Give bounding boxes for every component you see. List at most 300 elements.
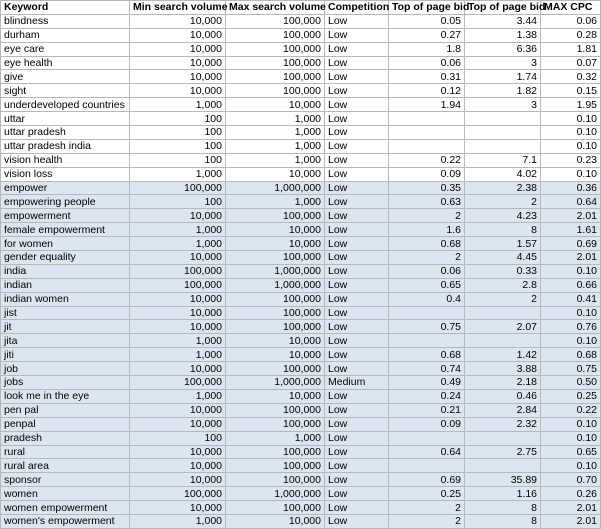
table-row bbox=[1, 112, 601, 126]
table-row bbox=[1, 167, 601, 181]
table-row bbox=[1, 278, 601, 292]
min-volume-cell[interactable]: 1,000 bbox=[130, 348, 226, 362]
max-cpc-cell[interactable]: 0.69 bbox=[541, 237, 601, 251]
bid-high-cell[interactable] bbox=[465, 431, 541, 445]
min-volume-cell[interactable]: 10,000 bbox=[130, 209, 226, 223]
max-volume-cell[interactable]: 1,000 bbox=[226, 153, 325, 167]
competition-cell[interactable]: Low bbox=[325, 473, 389, 487]
competition-cell[interactable]: Low bbox=[325, 431, 389, 445]
table-row bbox=[1, 264, 601, 278]
max-volume-cell[interactable]: 100,000 bbox=[226, 209, 325, 223]
min-volume-cell[interactable]: 10,000 bbox=[130, 320, 226, 334]
max-cpc-cell[interactable]: 0.15 bbox=[541, 84, 601, 98]
bid-low-cell[interactable]: 0.06 bbox=[389, 56, 465, 70]
competition-cell[interactable]: Low bbox=[325, 320, 389, 334]
table-row bbox=[1, 14, 601, 28]
competition-cell[interactable]: Low bbox=[325, 195, 389, 209]
keyword-cell[interactable]: uttar bbox=[1, 112, 130, 126]
competition-cell[interactable]: Low bbox=[325, 264, 389, 278]
table-row bbox=[1, 514, 601, 528]
max-cpc-cell[interactable]: 0.68 bbox=[541, 348, 601, 362]
max-volume-cell[interactable]: 100,000 bbox=[226, 417, 325, 431]
header-max-search-volume[interactable]: Max search volume bbox=[226, 1, 325, 15]
bid-low-cell[interactable] bbox=[389, 126, 465, 140]
competition-cell[interactable]: Low bbox=[325, 514, 389, 528]
keyword-cell[interactable]: jist bbox=[1, 306, 130, 320]
table-row bbox=[1, 223, 601, 237]
max-cpc-cell[interactable]: 0.10 bbox=[541, 334, 601, 348]
max-cpc-cell[interactable]: 0.26 bbox=[541, 487, 601, 501]
keyword-cell[interactable]: rural bbox=[1, 445, 130, 459]
table-row bbox=[1, 348, 601, 362]
min-volume-cell[interactable]: 10,000 bbox=[130, 445, 226, 459]
table-row bbox=[1, 306, 601, 320]
max-volume-cell[interactable]: 100,000 bbox=[226, 56, 325, 70]
min-volume-cell[interactable]: 100 bbox=[130, 431, 226, 445]
bid-high-cell[interactable]: 2.07 bbox=[465, 320, 541, 334]
max-volume-cell[interactable]: 100,000 bbox=[226, 84, 325, 98]
table-row bbox=[1, 251, 601, 265]
bid-high-cell[interactable]: 8 bbox=[465, 501, 541, 515]
max-cpc-cell[interactable]: 0.07 bbox=[541, 56, 601, 70]
keyword-cell[interactable]: look me in the eye bbox=[1, 389, 130, 403]
max-volume-cell[interactable]: 10,000 bbox=[226, 167, 325, 181]
competition-cell[interactable]: Low bbox=[325, 403, 389, 417]
max-cpc-cell[interactable]: 1.81 bbox=[541, 42, 601, 56]
bid-low-cell[interactable]: 0.12 bbox=[389, 84, 465, 98]
max-cpc-cell[interactable]: 0.70 bbox=[541, 473, 601, 487]
bid-high-cell[interactable]: 1.38 bbox=[465, 28, 541, 42]
bid-high-cell[interactable]: 0.46 bbox=[465, 389, 541, 403]
max-cpc-cell[interactable]: 0.10 bbox=[541, 126, 601, 140]
max-volume-cell[interactable]: 1,000,000 bbox=[226, 278, 325, 292]
max-cpc-cell[interactable]: 0.50 bbox=[541, 376, 601, 390]
keyword-cell[interactable]: empower bbox=[1, 181, 130, 195]
table-row bbox=[1, 84, 601, 98]
min-volume-cell[interactable]: 100 bbox=[130, 126, 226, 140]
max-volume-cell[interactable]: 10,000 bbox=[226, 348, 325, 362]
min-volume-cell[interactable]: 100,000 bbox=[130, 376, 226, 390]
table-row bbox=[1, 487, 601, 501]
min-volume-cell[interactable]: 10,000 bbox=[130, 28, 226, 42]
keyword-cell[interactable]: vision health bbox=[1, 153, 130, 167]
max-volume-cell[interactable]: 100,000 bbox=[226, 501, 325, 515]
max-cpc-cell[interactable]: 0.10 bbox=[541, 139, 601, 153]
min-volume-cell[interactable]: 100 bbox=[130, 139, 226, 153]
bid-low-cell[interactable]: 1.6 bbox=[389, 223, 465, 237]
competition-cell[interactable]: Low bbox=[325, 417, 389, 431]
max-cpc-cell[interactable]: 2.01 bbox=[541, 251, 601, 265]
bid-high-cell[interactable] bbox=[465, 112, 541, 126]
bid-low-cell[interactable]: 2 bbox=[389, 514, 465, 528]
min-volume-cell[interactable]: 100,000 bbox=[130, 181, 226, 195]
bid-low-cell[interactable]: 0.09 bbox=[389, 417, 465, 431]
bid-high-cell[interactable]: 3.88 bbox=[465, 362, 541, 376]
competition-cell[interactable]: Low bbox=[325, 292, 389, 306]
keyword-cell[interactable]: give bbox=[1, 70, 130, 84]
bid-low-cell[interactable]: 0.49 bbox=[389, 376, 465, 390]
bid-high-cell[interactable]: 1.74 bbox=[465, 70, 541, 84]
max-volume-cell[interactable]: 100,000 bbox=[226, 28, 325, 42]
min-volume-cell[interactable]: 10,000 bbox=[130, 459, 226, 473]
bid-low-cell[interactable]: 2 bbox=[389, 251, 465, 265]
bid-high-cell[interactable]: 3 bbox=[465, 98, 541, 112]
max-cpc-cell[interactable]: 0.06 bbox=[541, 14, 601, 28]
table-row bbox=[1, 195, 601, 209]
table-row bbox=[1, 389, 601, 403]
bid-low-cell[interactable]: 0.75 bbox=[389, 320, 465, 334]
bid-low-cell[interactable]: 0.65 bbox=[389, 278, 465, 292]
bid-high-cell[interactable]: 35.89 bbox=[465, 473, 541, 487]
keyword-cell[interactable]: jobs bbox=[1, 376, 130, 390]
bid-high-cell[interactable]: 6.36 bbox=[465, 42, 541, 56]
bid-low-cell[interactable]: 1.94 bbox=[389, 98, 465, 112]
competition-cell[interactable]: Low bbox=[325, 278, 389, 292]
min-volume-cell[interactable]: 1,000 bbox=[130, 167, 226, 181]
keyword-cell[interactable]: uttar pradesh india bbox=[1, 139, 130, 153]
bid-high-cell[interactable]: 4.45 bbox=[465, 251, 541, 265]
max-cpc-cell[interactable]: 0.25 bbox=[541, 389, 601, 403]
min-volume-cell[interactable]: 10,000 bbox=[130, 306, 226, 320]
bid-low-cell[interactable]: 0.31 bbox=[389, 70, 465, 84]
competition-cell[interactable]: Medium bbox=[325, 376, 389, 390]
bid-high-cell[interactable]: 2.84 bbox=[465, 403, 541, 417]
competition-cell[interactable]: Low bbox=[325, 445, 389, 459]
bid-high-cell[interactable]: 4.02 bbox=[465, 167, 541, 181]
min-volume-cell[interactable]: 10,000 bbox=[130, 501, 226, 515]
competition-cell[interactable]: Low bbox=[325, 459, 389, 473]
table-row bbox=[1, 153, 601, 167]
competition-cell[interactable]: Low bbox=[325, 389, 389, 403]
keyword-cell[interactable]: job bbox=[1, 362, 130, 376]
keyword-cell[interactable]: rural area bbox=[1, 459, 130, 473]
competition-cell[interactable]: Low bbox=[325, 348, 389, 362]
keyword-cell[interactable]: penpal bbox=[1, 417, 130, 431]
table-row bbox=[1, 362, 601, 376]
table-row bbox=[1, 139, 601, 153]
bid-high-cell[interactable] bbox=[465, 306, 541, 320]
keyword-cell[interactable]: women's empowerment bbox=[1, 514, 130, 528]
bid-low-cell[interactable] bbox=[389, 334, 465, 348]
bid-low-cell[interactable]: 0.06 bbox=[389, 264, 465, 278]
bid-low-cell[interactable]: 0.74 bbox=[389, 362, 465, 376]
table-row bbox=[1, 403, 601, 417]
bid-high-cell[interactable]: 2.32 bbox=[465, 417, 541, 431]
bid-high-cell[interactable]: 2.18 bbox=[465, 376, 541, 390]
min-volume-cell[interactable]: 100 bbox=[130, 195, 226, 209]
max-volume-cell[interactable]: 10,000 bbox=[226, 389, 325, 403]
bid-low-cell[interactable]: 0.68 bbox=[389, 348, 465, 362]
min-volume-cell[interactable]: 10,000 bbox=[130, 14, 226, 28]
bid-high-cell[interactable]: 2.75 bbox=[465, 445, 541, 459]
bid-high-cell[interactable]: 1.16 bbox=[465, 487, 541, 501]
table-row bbox=[1, 445, 601, 459]
keyword-cell[interactable]: india bbox=[1, 264, 130, 278]
min-volume-cell[interactable]: 1,000 bbox=[130, 237, 226, 251]
header-keyword[interactable]: Keyword bbox=[1, 1, 130, 15]
max-cpc-cell[interactable]: 2.01 bbox=[541, 209, 601, 223]
max-cpc-cell[interactable]: 0.10 bbox=[541, 112, 601, 126]
max-volume-cell[interactable]: 1,000,000 bbox=[226, 376, 325, 390]
header-top-of-page-bid-low[interactable]: Top of page bid bbox=[389, 1, 465, 15]
max-volume-cell[interactable]: 1,000 bbox=[226, 195, 325, 209]
bid-low-cell[interactable] bbox=[389, 139, 465, 153]
header-min-search-volume[interactable]: Min search volume bbox=[130, 1, 226, 15]
table-row bbox=[1, 126, 601, 140]
keyword-cell[interactable]: pradesh bbox=[1, 431, 130, 445]
max-volume-cell[interactable]: 100,000 bbox=[226, 459, 325, 473]
min-volume-cell[interactable]: 10,000 bbox=[130, 292, 226, 306]
max-cpc-cell[interactable]: 0.64 bbox=[541, 195, 601, 209]
max-cpc-cell[interactable]: 2.01 bbox=[541, 514, 601, 528]
max-cpc-cell[interactable]: 0.28 bbox=[541, 28, 601, 42]
keyword-cell[interactable]: female empowerment bbox=[1, 223, 130, 237]
min-volume-cell[interactable]: 10,000 bbox=[130, 417, 226, 431]
competition-cell[interactable]: Low bbox=[325, 28, 389, 42]
max-cpc-cell[interactable]: 0.10 bbox=[541, 417, 601, 431]
min-volume-cell[interactable]: 100 bbox=[130, 153, 226, 167]
keyword-cell[interactable]: for women bbox=[1, 237, 130, 251]
bid-high-cell[interactable] bbox=[465, 334, 541, 348]
bid-low-cell[interactable]: 0.35 bbox=[389, 181, 465, 195]
max-volume-cell[interactable]: 100,000 bbox=[226, 362, 325, 376]
competition-cell[interactable]: Low bbox=[325, 167, 389, 181]
bid-low-cell[interactable]: 0.63 bbox=[389, 195, 465, 209]
competition-cell[interactable]: Low bbox=[325, 98, 389, 112]
keyword-cell[interactable]: women empowerment bbox=[1, 501, 130, 515]
max-volume-cell[interactable]: 100,000 bbox=[226, 292, 325, 306]
max-volume-cell[interactable]: 100,000 bbox=[226, 473, 325, 487]
competition-cell[interactable]: Low bbox=[325, 153, 389, 167]
bid-high-cell[interactable]: 7.1 bbox=[465, 153, 541, 167]
competition-cell[interactable]: Low bbox=[325, 501, 389, 515]
max-volume-cell[interactable]: 100,000 bbox=[226, 42, 325, 56]
max-volume-cell[interactable]: 100,000 bbox=[226, 403, 325, 417]
max-volume-cell[interactable]: 10,000 bbox=[226, 514, 325, 528]
max-volume-cell[interactable]: 10,000 bbox=[226, 223, 325, 237]
competition-cell[interactable]: Low bbox=[325, 126, 389, 140]
competition-cell[interactable]: Low bbox=[325, 237, 389, 251]
bid-low-cell[interactable] bbox=[389, 306, 465, 320]
min-volume-cell[interactable]: 10,000 bbox=[130, 251, 226, 265]
keyword-cell[interactable]: blindness bbox=[1, 14, 130, 28]
min-volume-cell[interactable]: 100,000 bbox=[130, 264, 226, 278]
min-volume-cell[interactable]: 1,000 bbox=[130, 389, 226, 403]
keyword-cell[interactable]: indian bbox=[1, 278, 130, 292]
min-volume-cell[interactable]: 10,000 bbox=[130, 56, 226, 70]
max-volume-cell[interactable]: 1,000,000 bbox=[226, 487, 325, 501]
max-volume-cell[interactable]: 100,000 bbox=[226, 70, 325, 84]
max-cpc-cell[interactable]: 0.76 bbox=[541, 320, 601, 334]
max-volume-cell[interactable]: 10,000 bbox=[226, 334, 325, 348]
keyword-cell[interactable]: pen pal bbox=[1, 403, 130, 417]
bid-low-cell[interactable]: 0.69 bbox=[389, 473, 465, 487]
header-max-cpc[interactable]: MAX CPC bbox=[541, 1, 601, 15]
max-cpc-cell[interactable]: 0.32 bbox=[541, 70, 601, 84]
competition-cell[interactable]: Low bbox=[325, 84, 389, 98]
competition-cell[interactable]: Low bbox=[325, 14, 389, 28]
header-row bbox=[1, 1, 601, 15]
min-volume-cell[interactable]: 10,000 bbox=[130, 403, 226, 417]
max-volume-cell[interactable]: 1,000 bbox=[226, 431, 325, 445]
max-volume-cell[interactable]: 1,000,000 bbox=[226, 181, 325, 195]
competition-cell[interactable]: Low bbox=[325, 334, 389, 348]
competition-cell[interactable]: Low bbox=[325, 362, 389, 376]
bid-high-cell[interactable] bbox=[465, 139, 541, 153]
keyword-cell[interactable]: underdeveloped countries bbox=[1, 98, 130, 112]
bid-high-cell[interactable]: 0.33 bbox=[465, 264, 541, 278]
max-cpc-cell[interactable]: 0.75 bbox=[541, 362, 601, 376]
competition-cell[interactable]: Low bbox=[325, 181, 389, 195]
bid-low-cell[interactable]: 2 bbox=[389, 209, 465, 223]
bid-high-cell[interactable]: 2 bbox=[465, 195, 541, 209]
competition-cell[interactable]: Low bbox=[325, 139, 389, 153]
min-volume-cell[interactable]: 1,000 bbox=[130, 514, 226, 528]
max-volume-cell[interactable]: 100,000 bbox=[226, 306, 325, 320]
keyword-cell[interactable]: vision loss bbox=[1, 167, 130, 181]
keyword-cell[interactable]: jiti bbox=[1, 348, 130, 362]
max-volume-cell[interactable]: 100,000 bbox=[226, 14, 325, 28]
keyword-cell[interactable]: eye health bbox=[1, 56, 130, 70]
min-volume-cell[interactable]: 100,000 bbox=[130, 487, 226, 501]
table-row bbox=[1, 70, 601, 84]
max-volume-cell[interactable]: 10,000 bbox=[226, 237, 325, 251]
bid-low-cell[interactable]: 2 bbox=[389, 501, 465, 515]
bid-low-cell[interactable]: 0.09 bbox=[389, 167, 465, 181]
min-volume-cell[interactable]: 10,000 bbox=[130, 84, 226, 98]
table-row bbox=[1, 181, 601, 195]
bid-high-cell[interactable]: 8 bbox=[465, 514, 541, 528]
bid-low-cell[interactable] bbox=[389, 112, 465, 126]
competition-cell[interactable]: Low bbox=[325, 42, 389, 56]
competition-cell[interactable]: Low bbox=[325, 251, 389, 265]
min-volume-cell[interactable]: 10,000 bbox=[130, 42, 226, 56]
bid-low-cell[interactable]: 0.24 bbox=[389, 389, 465, 403]
keyword-cell[interactable]: sight bbox=[1, 84, 130, 98]
min-volume-cell[interactable]: 1,000 bbox=[130, 223, 226, 237]
table-row bbox=[1, 320, 601, 334]
min-volume-cell[interactable]: 1,000 bbox=[130, 98, 226, 112]
max-cpc-cell[interactable]: 0.10 bbox=[541, 431, 601, 445]
table-row bbox=[1, 98, 601, 112]
max-volume-cell[interactable]: 100,000 bbox=[226, 320, 325, 334]
competition-cell[interactable]: Low bbox=[325, 56, 389, 70]
bid-low-cell[interactable]: 0.27 bbox=[389, 28, 465, 42]
max-volume-cell[interactable]: 100,000 bbox=[226, 251, 325, 265]
table-row bbox=[1, 42, 601, 56]
max-cpc-cell[interactable]: 0.10 bbox=[541, 306, 601, 320]
bid-high-cell[interactable]: 2.38 bbox=[465, 181, 541, 195]
max-cpc-cell[interactable]: 2.01 bbox=[541, 501, 601, 515]
max-volume-cell[interactable]: 100,000 bbox=[226, 445, 325, 459]
max-volume-cell[interactable]: 1,000 bbox=[226, 112, 325, 126]
table-row bbox=[1, 28, 601, 42]
bid-high-cell[interactable]: 1.82 bbox=[465, 84, 541, 98]
bid-low-cell[interactable]: 1.8 bbox=[389, 42, 465, 56]
competition-cell[interactable]: Low bbox=[325, 487, 389, 501]
max-cpc-cell[interactable]: 0.10 bbox=[541, 459, 601, 473]
keyword-cell[interactable]: sponsor bbox=[1, 473, 130, 487]
keyword-cell[interactable]: women bbox=[1, 487, 130, 501]
bid-low-cell[interactable]: 0.68 bbox=[389, 237, 465, 251]
bid-high-cell[interactable]: 1.57 bbox=[465, 237, 541, 251]
keyword-cell[interactable]: indian women bbox=[1, 292, 130, 306]
bid-high-cell[interactable] bbox=[465, 459, 541, 473]
bid-high-cell[interactable]: 4.23 bbox=[465, 209, 541, 223]
keyword-cell[interactable]: durham bbox=[1, 28, 130, 42]
max-cpc-cell[interactable]: 1.61 bbox=[541, 223, 601, 237]
max-cpc-cell[interactable]: 0.10 bbox=[541, 264, 601, 278]
max-cpc-cell[interactable]: 0.41 bbox=[541, 292, 601, 306]
bid-low-cell[interactable]: 0.22 bbox=[389, 153, 465, 167]
bid-high-cell[interactable]: 3 bbox=[465, 56, 541, 70]
bid-low-cell[interactable]: 0.25 bbox=[389, 487, 465, 501]
max-volume-cell[interactable]: 1,000 bbox=[226, 126, 325, 140]
header-top-of-page-bid-high[interactable]: Top of page bid bbox=[465, 1, 541, 15]
bid-low-cell[interactable]: 0.4 bbox=[389, 292, 465, 306]
bid-high-cell[interactable]: 2.8 bbox=[465, 278, 541, 292]
competition-cell[interactable]: Low bbox=[325, 209, 389, 223]
table-row bbox=[1, 334, 601, 348]
table-row bbox=[1, 501, 601, 515]
max-volume-cell[interactable]: 10,000 bbox=[226, 98, 325, 112]
keyword-cell[interactable]: eye care bbox=[1, 42, 130, 56]
bid-low-cell[interactable] bbox=[389, 459, 465, 473]
max-cpc-cell[interactable]: 0.23 bbox=[541, 153, 601, 167]
min-volume-cell[interactable]: 1,000 bbox=[130, 334, 226, 348]
table-row bbox=[1, 237, 601, 251]
table-row bbox=[1, 292, 601, 306]
table-row bbox=[1, 417, 601, 431]
bid-high-cell[interactable]: 8 bbox=[465, 223, 541, 237]
min-volume-cell[interactable]: 10,000 bbox=[130, 473, 226, 487]
bid-low-cell[interactable] bbox=[389, 431, 465, 445]
keyword-cell[interactable]: jita bbox=[1, 334, 130, 348]
min-volume-cell[interactable]: 100,000 bbox=[130, 278, 226, 292]
bid-high-cell[interactable]: 3.44 bbox=[465, 14, 541, 28]
competition-cell[interactable]: Low bbox=[325, 112, 389, 126]
bid-low-cell[interactable]: 0.05 bbox=[389, 14, 465, 28]
keyword-cell[interactable]: uttar pradesh bbox=[1, 126, 130, 140]
keyword-cell[interactable]: jit bbox=[1, 320, 130, 334]
max-cpc-cell[interactable]: 0.66 bbox=[541, 278, 601, 292]
max-cpc-cell[interactable]: 0.65 bbox=[541, 445, 601, 459]
min-volume-cell[interactable]: 10,000 bbox=[130, 362, 226, 376]
table-row bbox=[1, 376, 601, 390]
competition-cell[interactable]: Low bbox=[325, 70, 389, 84]
max-cpc-cell[interactable]: 1.95 bbox=[541, 98, 601, 112]
bid-low-cell[interactable]: 0.64 bbox=[389, 445, 465, 459]
min-volume-cell[interactable]: 10,000 bbox=[130, 70, 226, 84]
max-volume-cell[interactable]: 1,000 bbox=[226, 139, 325, 153]
table-row bbox=[1, 459, 601, 473]
keyword-cell[interactable]: gender equality bbox=[1, 251, 130, 265]
competition-cell[interactable]: Low bbox=[325, 223, 389, 237]
keyword-cell[interactable]: empowering people bbox=[1, 195, 130, 209]
max-volume-cell[interactable]: 1,000,000 bbox=[226, 264, 325, 278]
bid-high-cell[interactable]: 2 bbox=[465, 292, 541, 306]
bid-high-cell[interactable] bbox=[465, 126, 541, 140]
max-cpc-cell[interactable]: 0.22 bbox=[541, 403, 601, 417]
min-volume-cell[interactable]: 100 bbox=[130, 112, 226, 126]
keyword-cell[interactable]: empowerment bbox=[1, 209, 130, 223]
header-competition[interactable]: Competition bbox=[325, 1, 389, 15]
max-cpc-cell[interactable]: 0.10 bbox=[541, 167, 601, 181]
bid-low-cell[interactable]: 0.21 bbox=[389, 403, 465, 417]
competition-cell[interactable]: Low bbox=[325, 306, 389, 320]
bid-high-cell[interactable]: 1.42 bbox=[465, 348, 541, 362]
max-cpc-cell[interactable]: 0.36 bbox=[541, 181, 601, 195]
